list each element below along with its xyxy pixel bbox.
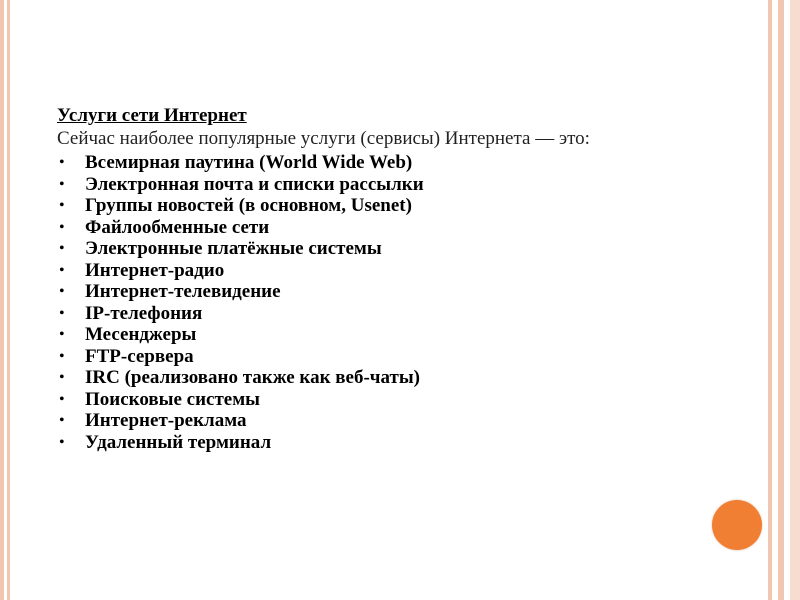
list-item <box>57 346 757 368</box>
bullet-icon: • <box>59 433 65 451</box>
bullet-icon: • <box>59 369 65 386</box>
bullet-icon: • <box>59 390 65 408</box>
bullet-icon: • <box>59 283 65 300</box>
list-item <box>57 260 757 282</box>
list-item-label: Интернет-телевидение <box>85 281 281 302</box>
list-item-label: Месенджеры <box>85 324 197 345</box>
list-item-label: Электронная почта и списки рассылки <box>85 173 424 195</box>
bullet-icon: • <box>59 412 65 429</box>
list-item <box>57 217 757 239</box>
bullet-icon: • <box>59 197 65 214</box>
list-item-label: Удаленный терминал <box>85 431 272 453</box>
list-item <box>57 238 757 260</box>
bullet-icon: • <box>59 240 65 257</box>
bullet-icon: • <box>59 326 65 343</box>
bullet-icon: • <box>59 218 65 236</box>
bullet-icon: • <box>59 261 65 279</box>
right-border-inner <box>768 0 772 600</box>
list-item-label: IRC (реализовано также как веб-чаты) <box>85 367 421 388</box>
list-item <box>57 432 757 454</box>
list-item-label: Всемирная паутина (World Wide Web) <box>85 152 413 173</box>
list-item-label: IP-телефония <box>85 302 203 324</box>
list-item <box>57 389 757 411</box>
list-item <box>57 152 757 174</box>
bullet-icon: • <box>59 304 65 322</box>
list-item <box>57 195 757 217</box>
list-item <box>57 324 757 346</box>
list-item-label: Электронные платёжные системы <box>85 238 382 259</box>
left-border-outer <box>0 0 4 600</box>
list-item <box>57 303 757 325</box>
list-item <box>57 367 757 389</box>
slide-intro: Сейчас наиболее популярные услуги (сервисы) Интернета — это: <box>57 128 590 149</box>
list-item-label: Группы новостей (в основном, Usenet) <box>85 195 412 216</box>
list-item <box>57 410 757 432</box>
bullet-icon: • <box>59 347 65 365</box>
left-border-inner <box>7 0 10 600</box>
list-item-label: Интернет-радио <box>85 259 225 281</box>
list-item <box>57 281 757 303</box>
slide-content <box>57 104 757 453</box>
right-border-edge <box>790 0 800 600</box>
list-item-label: Интернет-реклама <box>85 410 247 431</box>
bullet-icon: • <box>59 154 65 171</box>
list-item <box>57 174 757 196</box>
slide-title: Услуги сети Интернет <box>57 105 247 126</box>
bullet-icon: • <box>59 175 65 193</box>
list-item-label: FTP-сервера <box>85 345 194 367</box>
list-item-label: Файлообменные сети <box>85 216 270 238</box>
decorative-circle <box>712 500 762 550</box>
right-border-outer <box>778 0 784 600</box>
list-item-label: Поисковые системы <box>85 388 261 410</box>
services-list <box>57 152 757 453</box>
